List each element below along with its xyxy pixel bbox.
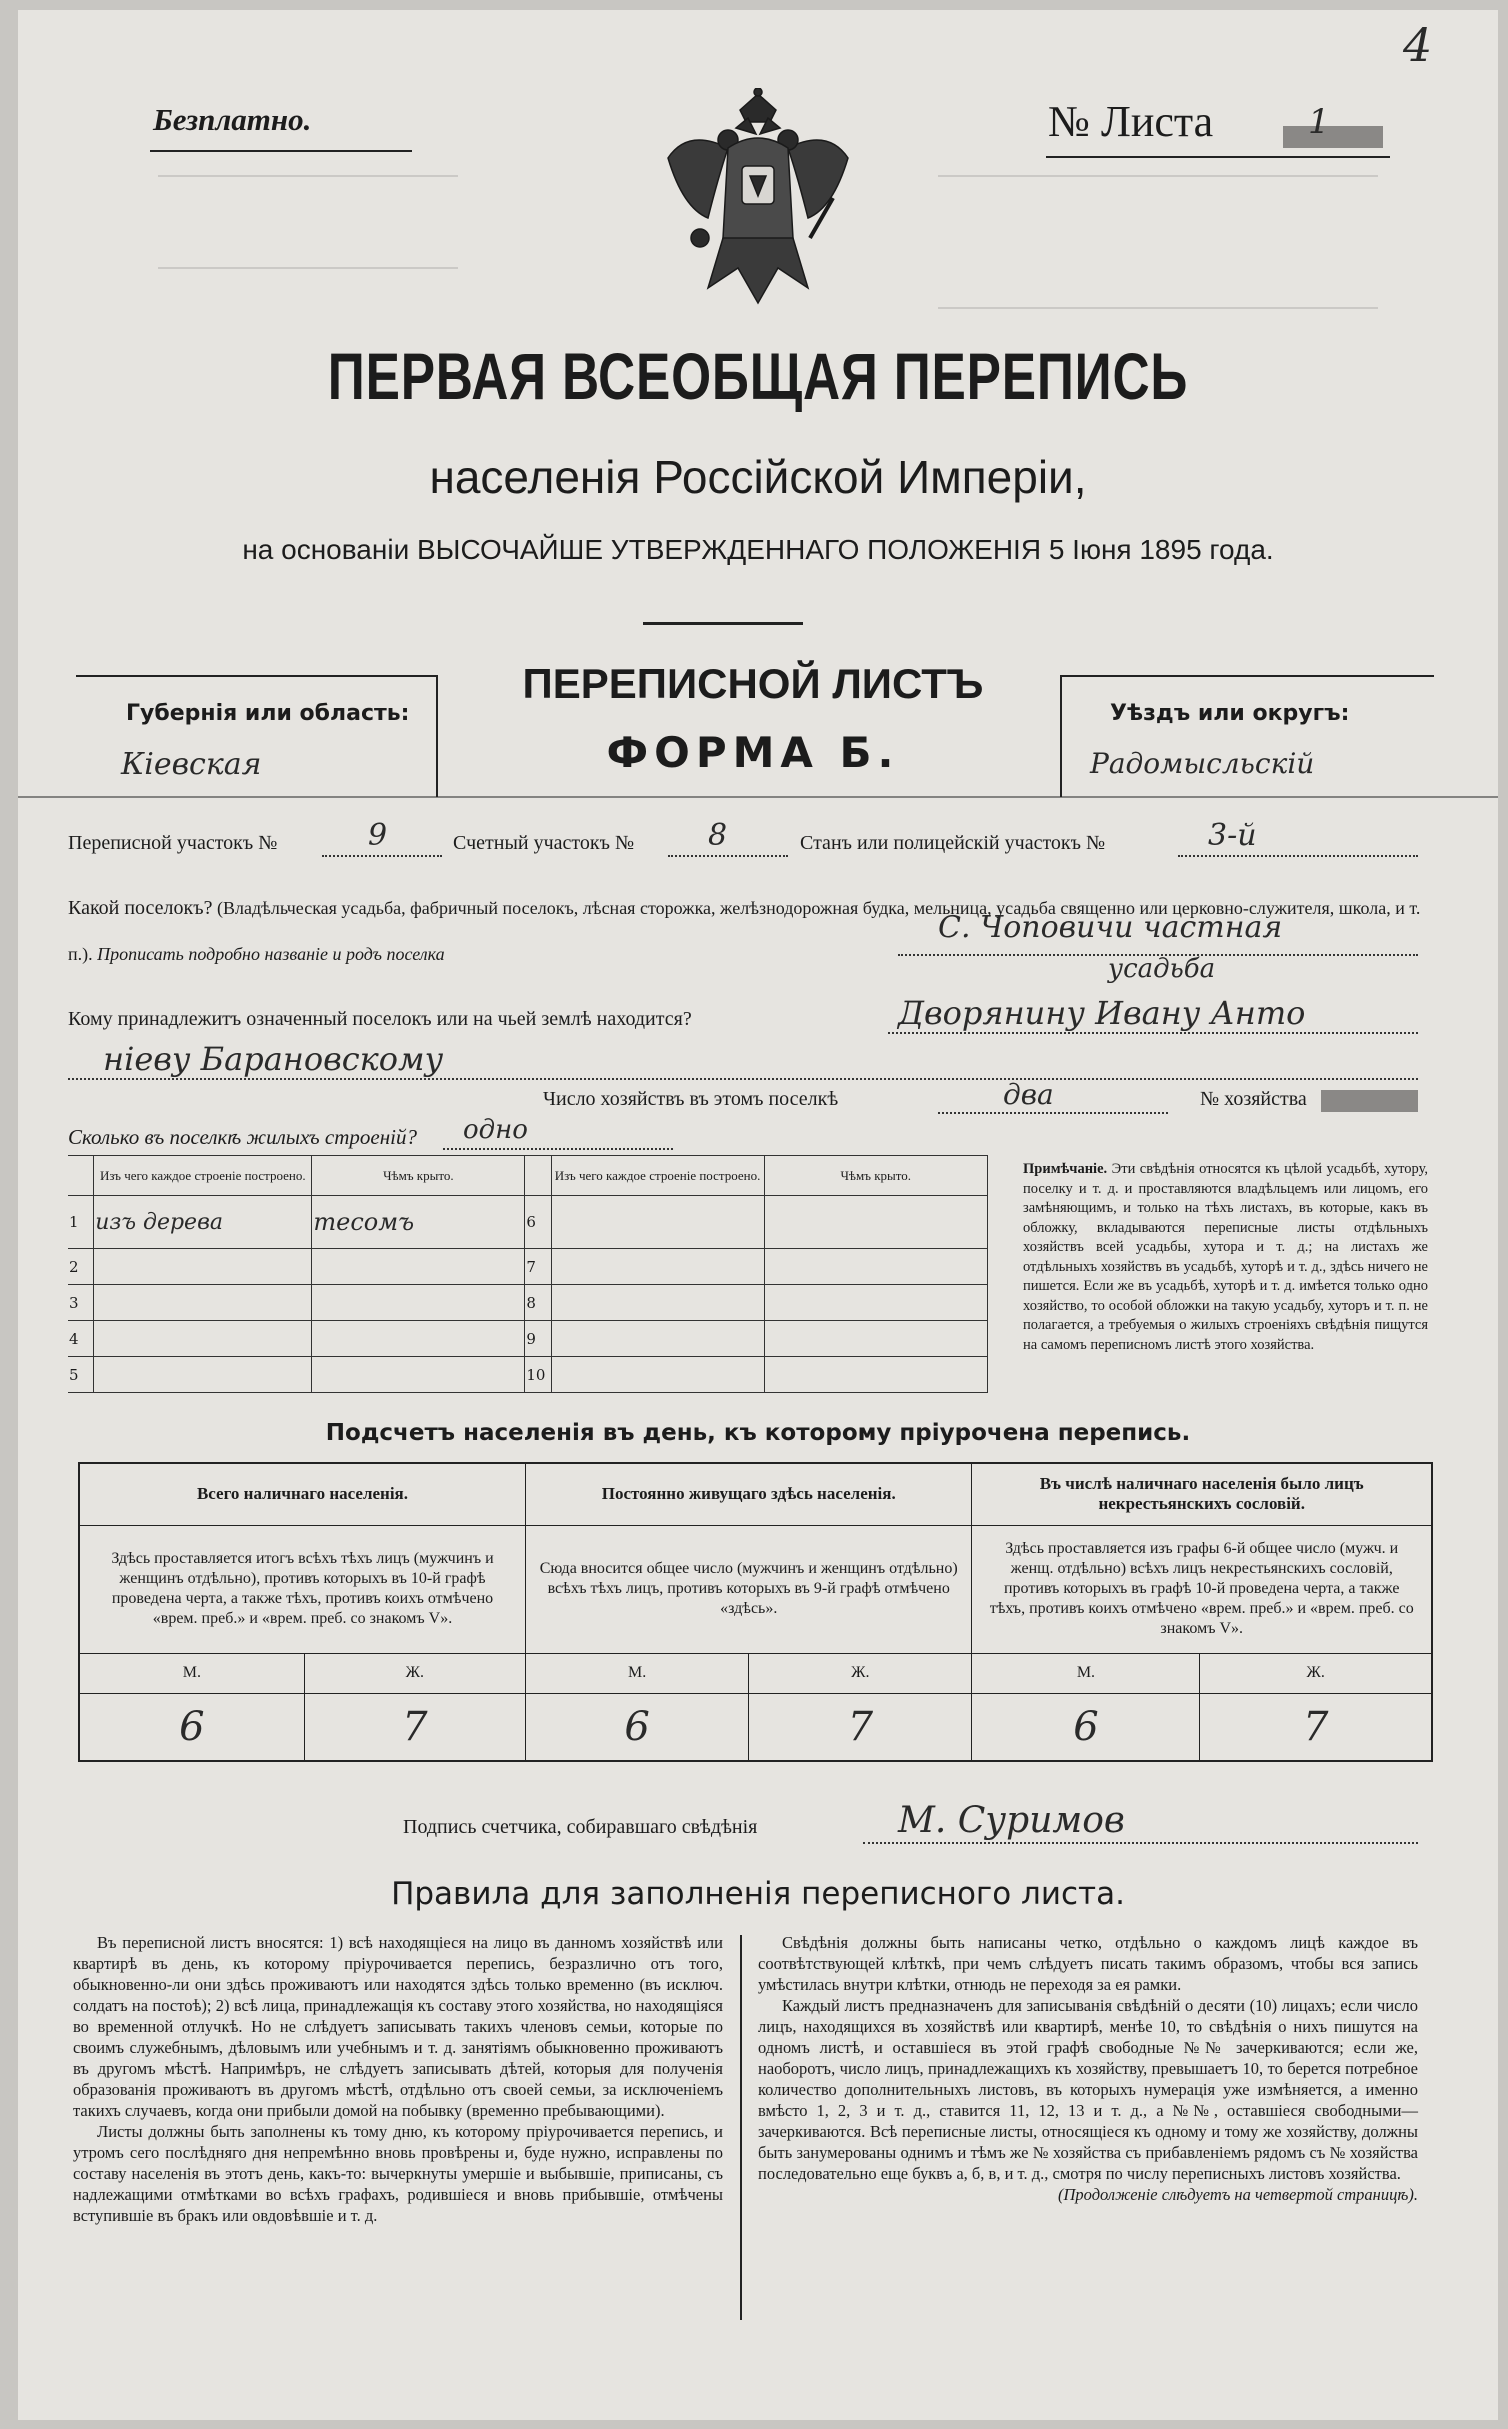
total-female-value: 7 [304, 1693, 525, 1761]
signature-label: Подпись счетчика, собиравшаго свѣдѣнія [403, 1816, 758, 1838]
households-label: Число хозяйствъ въ этомъ поселкѣ [543, 1088, 839, 1110]
non-peasant-male-label: М. [972, 1653, 1200, 1693]
signature-dots [863, 1842, 1418, 1844]
rules-right-paragraph-1: Свѣдѣнія должны быть написаны четко, отдѣльно о каждомъ лицѣ каждое въ соотвѣтствующей клѣткѣ, при чемъ слѣдуетъ писать такимъ образомъ, чтобы вся запись умѣстилась внутри клѣтки, отнюдь не переходя за ея рамки. [758, 1933, 1418, 1994]
form-title: ФОРМА Б. [606, 728, 900, 777]
row-number: 9 [525, 1321, 551, 1357]
population-heading: Подсчетъ населенія въ день, къ которому пріурочена перепись. [325, 1420, 1191, 1446]
building-material [94, 1357, 312, 1393]
province-box [76, 675, 438, 797]
sheet-number-underline [1046, 156, 1390, 158]
census-area-label: Переписной участокъ № [68, 832, 278, 854]
settlement-label: Какой поселокъ? [68, 897, 213, 919]
settlement-hint: (Владѣльческая усадьба, фабричный поселокъ, лѣсная сторожка, желѣзнодорожная будка, мельница, усадьба священно или церковно-служителя, школа, и т. п.). [68, 898, 1421, 964]
rules-title: Правила для заполненія переписного листа. [391, 1876, 1125, 1912]
permanent-male-label: М. [525, 1653, 748, 1693]
free-label: Безплатно. [153, 102, 312, 137]
rules-left-column [73, 1932, 723, 2226]
building-material [551, 1285, 764, 1321]
census-subtitle: населенія Россійской Имперіи, [429, 451, 1087, 503]
non-peasant-female-label: Ж. [1200, 1653, 1432, 1693]
permanent-female-label: Ж. [749, 1653, 972, 1693]
row-number: 10 [525, 1357, 551, 1393]
permanent-population-desc: Сюда вносится общее число (мужчинъ и женщинъ отдѣльно) всѣхъ тѣхъ лицъ, противъ которыхъ въ 9-й графѣ отмѣчено «здѣсь». [525, 1525, 971, 1653]
building-roof [312, 1321, 525, 1357]
settlement-instruction: Прописать подробно названіе и родъ поселка [97, 944, 445, 964]
row-number: 3 [68, 1285, 94, 1321]
total-male-value: 6 [79, 1693, 304, 1761]
settlement-value-2: усадьба [1108, 954, 1216, 984]
station-dots [1178, 855, 1418, 857]
note-text: Эти свѣдѣнія относятся къ цѣлой усадьбѣ, хутору, поселку и т. д. и проставляются владѣльцемъ или лицомъ, его замѣняющимъ, и только на тѣхъ листахъ, въ которые, какъ въ обложку, вкладываются переписные листы отдѣльныхъ хозяйствъ всей усадьбы, хутора и т. д.; на листахъ же отдѣльныхъ хозяйствъ въ усадьбѣ, хуторѣ и т. д., здѣсь ничего не пишется. Если же въ усадьбѣ, хуторѣ и т. д. имѣется только одно хозяйство, то особой обложки на такую усадьбу, хуторъ и т. п. не полагается, а требуемыя о жилыхъ строеніяхъ свѣдѣнія пищутся на самомъ переписномъ листѣ этого хозяйства. [1023, 1161, 1429, 1353]
sheet-number-value: 1 [1308, 102, 1330, 142]
row-number: 5 [68, 1357, 94, 1393]
buildings-value: одно [463, 1115, 528, 1145]
non-peasant-female-value: 7 [1200, 1693, 1432, 1761]
non-peasant-desc: Здѣсь проставляется изъ графы 6-й общее число (мужч. и женщ. отдѣльно) всѣхъ лицъ некрестьянскихъ сословій, противъ которыхъ въ графѣ 10-й проведена черта, а также тѣхъ, противъ коихъ отмѣчено «врем. преб.» и «врем. преб. со знакомъ V». [972, 1525, 1432, 1653]
population-table [78, 1462, 1433, 1762]
right-material-header: Изъ чего каждое строеніе построено. [551, 1156, 764, 1196]
census-area-value: 9 [368, 818, 388, 853]
building-roof [312, 1357, 525, 1393]
building-roof: тесомъ [312, 1196, 525, 1249]
building-material [94, 1249, 312, 1285]
row-number: 8 [525, 1285, 551, 1321]
archive-page-number: 4 [1403, 18, 1433, 72]
row-number: 7 [525, 1249, 551, 1285]
row-number: 1 [68, 1196, 94, 1249]
province-value: Кіевская [121, 747, 262, 782]
settlement-value-1: С. Чоповичи частная [938, 910, 1283, 945]
table-row [68, 1321, 988, 1357]
rules-left-paragraph-1: Въ переписной листъ вносятся: 1) всѣ находящіеся на лицо въ данномъ хозяйствѣ или квартирѣ въ день, къ которому пріурочивается перепись, безразлично отъ того, обыкновенно-ли они здѣсь проживаютъ или находятся здѣсь только временно (въ исключ. солдатъ на постоѣ); 2) всѣ лица, принадлежащія къ составу этого хозяйства, но находящіяся во временной отлучкѣ. Но не слѣдуетъ записывать такихъ членовъ семьи, которые по своимъ служебнымъ, дѣловымъ или учебнымъ и т. д. занятіямъ обыкновенно проживаютъ въ другомъ мѣстѣ. Напримѣръ, не слѣдуетъ записывать дѣтей, которыя для полученія образованія проживаютъ въ другомъ мѣстѣ, отдѣльно отъ своей семьи, за исключеніемъ такихъ случаевъ, когда они прибыли домой на побывку (временно пребывающими). [73, 1933, 723, 2120]
district-value: Радомысльскій [1090, 747, 1315, 780]
row-number: 6 [525, 1196, 551, 1249]
total-male-label: М. [79, 1653, 304, 1693]
permanent-population-title: Постоянно живущаго здѣсь населенія. [525, 1463, 971, 1525]
sheet-title: ПЕРЕПИСНОЙ ЛИСТЪ [522, 660, 984, 707]
note-title: Примѣчаніе. [1023, 1161, 1108, 1177]
rules-continued-note: (Продолженіе слѣдуетъ на четвертой страницѣ). [1058, 2185, 1418, 2204]
building-roof [764, 1249, 987, 1285]
non-peasant-male-value: 6 [972, 1693, 1200, 1761]
permanent-female-value: 7 [749, 1693, 972, 1761]
households-dots [938, 1112, 1168, 1114]
building-material [94, 1285, 312, 1321]
buildings-table [68, 1155, 988, 1393]
signature-value: М. Суримов [898, 1800, 1125, 1841]
total-population-desc: Здѣсь проставляется итогъ всѣхъ тѣхъ лицъ (мужчинъ и женщинъ отдѣльно), противъ которыхъ въ 10-й графѣ проведена черта, а также тѣхъ, противъ коихъ отмѣчено «врем. преб.» и «врем. преб. со знакомъ V». [79, 1525, 525, 1653]
non-peasant-title: Въ числѣ наличнаго населенія было лицъ некрестьянскихъ сословій. [972, 1463, 1432, 1525]
owner-dots-2 [68, 1078, 1418, 1080]
total-population-title: Всего наличнаго населенія. [79, 1463, 525, 1525]
household-number-label: № хозяйства [1200, 1088, 1307, 1110]
building-roof [764, 1357, 987, 1393]
rules-right-paragraph-2: Каждый листъ предназначенъ для записыванія свѣдѣній о десяти (10) лицахъ; если число лицъ, находящихся въ хозяйствѣ или квартирѣ, менѣе 10, то свѣдѣнія о нихъ пишутся на одномъ листѣ, и оставшіеся въ этой графѣ свободные №№ зачеркиваются; если же, наоборотъ, число лицъ, принадлежащихъ къ хозяйству, превышаетъ 10, то берется потребное количество дополнительныхъ листовъ, въ которыхъ нумерація уже измѣняется, а именно вмѣсто 1, 2, 3 и т. д., ставится 11, 12, 13 и т. д., а №№, оставшіеся свободными—зачеркиваются. Всѣ переписные листы, относящіеся къ одному и тому же хозяйству, должны быть занумерованы однимъ и тѣмъ же № хозяйства съ прибавленіемъ рядомъ съ № хозяйства последовательно еще буквъ а, б, в, и т. д., смотря по числу переписныхъ листовъ хозяйства. [758, 1996, 1418, 2183]
table-row [68, 1285, 988, 1321]
sheet-number-stamp [1283, 126, 1383, 148]
right-roof-header: Чѣмъ крыто. [764, 1156, 987, 1196]
row-number: 2 [68, 1249, 94, 1285]
left-num-header [68, 1156, 94, 1196]
station-value: 3-й [1208, 818, 1257, 853]
owner-value-1: Дворянину Ивану Анто [898, 994, 1306, 1032]
district-label: Уѣздъ или округъ: [1110, 701, 1350, 726]
sheet-number-label: № Листа [1048, 97, 1214, 146]
table-row [68, 1249, 988, 1285]
owner-label: Кому принадлежитъ означенный поселокъ или на чьей землѣ находится? [68, 1008, 692, 1030]
province-label: Губернія или область: [126, 701, 410, 726]
total-female-label: Ж. [304, 1653, 525, 1693]
rules-right-column [758, 1932, 1418, 2205]
left-material-header: Изъ чего каждое строеніе построено. [94, 1156, 312, 1196]
free-underline [150, 150, 412, 152]
building-material [551, 1196, 764, 1249]
census-basis-line: на основаніи ВЫСОЧАЙШЕ УТВЕРЖДЕННАГО ПОЛОЖЕНІЯ 5 Іюня 1895 года. [242, 534, 1274, 565]
table-row [68, 1357, 988, 1393]
buildings-label: Сколько въ поселкѣ жилыхъ строеній? [68, 1125, 417, 1149]
station-label: Станъ или полицейскій участокъ № [800, 832, 1106, 854]
building-roof [764, 1285, 987, 1321]
building-roof [312, 1285, 525, 1321]
row-number: 4 [68, 1321, 94, 1357]
building-roof [312, 1249, 525, 1285]
note-block [1023, 1160, 1428, 1355]
counting-area-value: 8 [708, 818, 728, 853]
title-divider [643, 622, 803, 625]
counting-area-label: Счетный участокъ № [453, 832, 635, 854]
building-material [94, 1321, 312, 1357]
households-value: два [1003, 1078, 1054, 1111]
building-roof [764, 1321, 987, 1357]
census-main-title: ПЕРВАЯ ВСЕОБЩАЯ ПЕРЕПИСЬ [327, 339, 1189, 413]
imperial-eagle-emblem [648, 88, 868, 318]
census-area-dots [322, 855, 442, 857]
bleed-through-right [938, 175, 1378, 309]
census-sheet-page [18, 10, 1498, 2420]
building-material: изъ дерева [94, 1196, 312, 1249]
counting-area-dots [668, 855, 788, 857]
building-material [551, 1321, 764, 1357]
building-material [551, 1357, 764, 1393]
district-box [1060, 675, 1434, 797]
left-roof-header: Чѣмъ крыто. [312, 1156, 525, 1196]
table-row [68, 1196, 988, 1249]
building-material [551, 1249, 764, 1285]
bleed-through-left [158, 175, 458, 269]
household-number-stamp [1321, 1090, 1418, 1112]
form-header-rule [18, 796, 1498, 798]
permanent-male-value: 6 [525, 1693, 748, 1761]
owner-value-2: ніеву Барановскому [103, 1040, 444, 1078]
building-roof [764, 1196, 987, 1249]
rules-column-divider [740, 1935, 742, 2320]
rules-left-paragraph-2: Листы должны быть заполнены къ тому дню, къ которому пріурочивается перепись, и утромъ сего послѣдняго дня непремѣнно вновь провѣрены и, буде нужно, исправлены по составу населенія въ этотъ день, какъ-то: вычеркнуты умершіе и выбывшіе, приписаны, съ надлежащими отмѣтками во всѣхъ графахъ, родившіеся и вновь прибывшіе, отмѣчены вступившіе въ бракъ или овдовѣвшіе и т. д. [73, 2122, 723, 2225]
buildings-dots [443, 1148, 673, 1150]
right-num-header [525, 1156, 551, 1196]
owner-dots-1 [888, 1032, 1418, 1034]
